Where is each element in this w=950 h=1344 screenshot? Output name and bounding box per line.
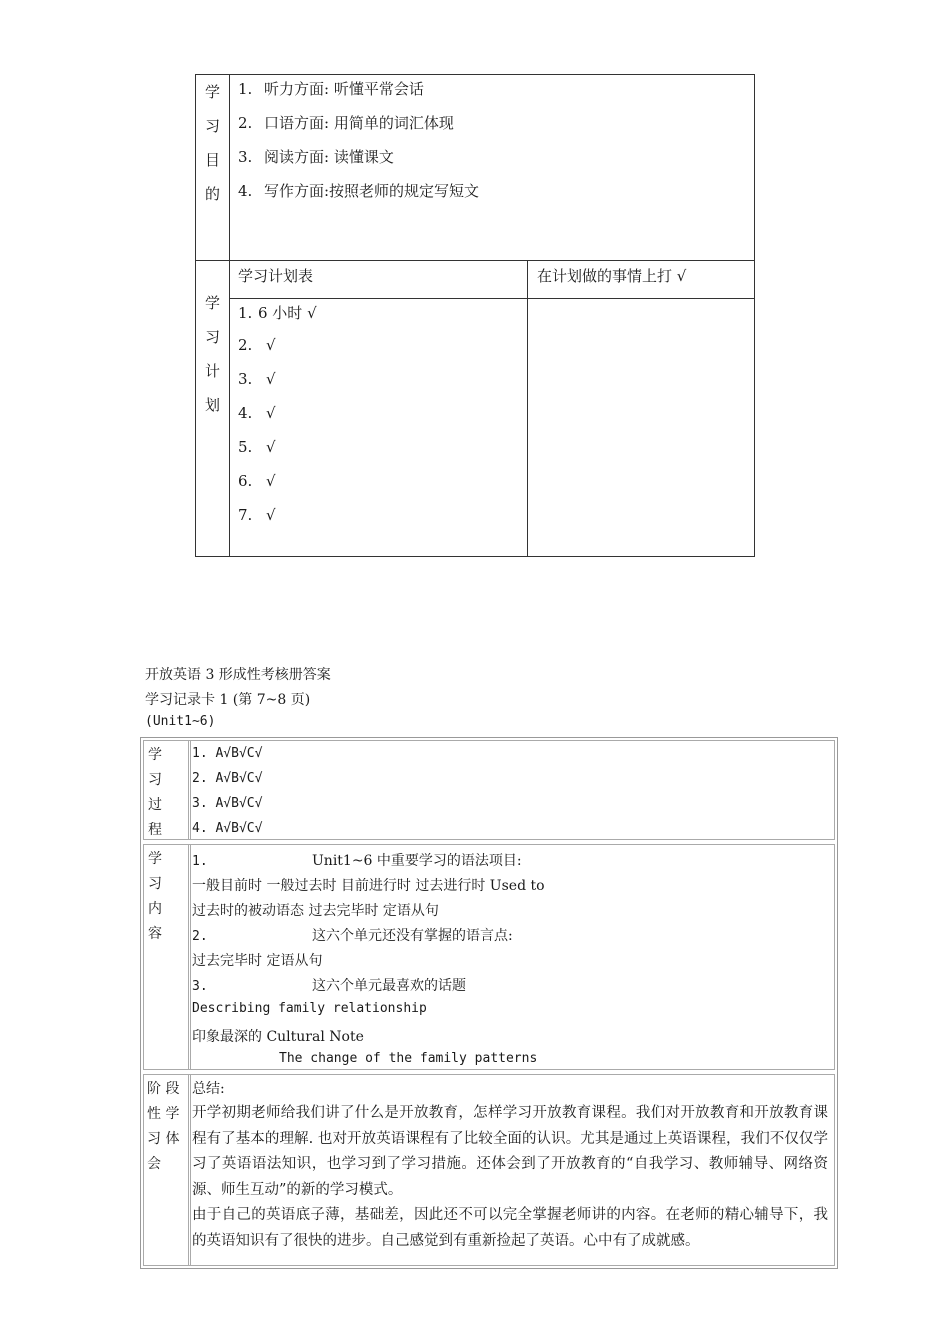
plan-label-char: 习 — [204, 328, 220, 346]
goals-label-char: 目 — [204, 151, 220, 169]
goals-label-char: 的 — [204, 185, 220, 203]
q3-line2: 印象最深的 Cultural Note — [192, 1029, 364, 1045]
summary-label — [144, 1075, 189, 1265]
goal-text: 听力方面: 听懂平常会话 — [264, 80, 424, 98]
summary-label-line: 会 — [147, 1156, 161, 1172]
plan-text: √ — [266, 336, 276, 354]
process-answer: 3. A√B√C√ — [192, 796, 263, 811]
plan-number: 2. — [238, 336, 253, 354]
content-label-char: 容 — [148, 926, 162, 942]
goal-item — [238, 78, 424, 99]
q2-line1: 过去完毕时 定语从句 — [192, 953, 323, 969]
content-label-char: 内 — [148, 901, 162, 917]
summary-paragraph: 开学初期老师给我们讲了什么是开放教育，怎样学习开放教育课程。我们对开放教育和开放教育课程有了基本的理解. 也对开放英语课程有了比较全面的认识。尤其是通过上英语课程，我们不仅仅学习了英语语法知识，也学习到了学习措施。还体会到了开放教育的“自我学习、教师辅导、网络资源、师生互动”的新的学习模式。 — [192, 1105, 828, 1198]
process-label-char: 过 — [148, 797, 162, 813]
q1-text: Unit1~6 中重要学习的语法项目: — [312, 853, 522, 869]
content-row — [143, 844, 835, 1070]
card-title: 学习记录卡 1 (第 7~8 页) — [145, 692, 311, 708]
goals-label-char: 学 — [204, 83, 220, 101]
process-answer: 4. A√B√C√ — [192, 821, 263, 836]
summary-paragraph: 由于自己的英语底子薄，基础差，因此还不可以完全掌握老师讲的内容。在老师的精心辅导下，我的英语知识有了很快的进步。自己感觉到有重新捡起了英语。心中有了成就感。 — [192, 1207, 828, 1249]
doc-title: 开放英语 3 形成性考核册答案 — [145, 667, 331, 683]
process-label-char: 习 — [148, 772, 162, 788]
content-body — [190, 845, 834, 1069]
content-label-char: 习 — [148, 876, 162, 892]
q2-text: 这六个单元还没有掌握的语言点: — [312, 928, 513, 944]
label-column-divider — [229, 75, 230, 556]
plan-header-left: 学习计划表 — [238, 267, 314, 285]
q3-line1: Describing family relationship — [192, 1001, 427, 1016]
study-plan-table — [195, 74, 755, 557]
plan-item — [238, 302, 317, 323]
goal-number: 3. — [238, 148, 253, 166]
label-section-divider — [196, 260, 229, 261]
plan-number: 6. — [238, 472, 253, 490]
plan-text: √ — [266, 472, 276, 490]
plan-column-divider — [527, 260, 528, 556]
goal-number: 2. — [238, 114, 253, 132]
q3-text: 这六个单元最喜欢的话题 — [312, 978, 466, 994]
goal-number: 4. — [238, 182, 253, 200]
q1-number: 1. — [192, 854, 208, 869]
process-label-char: 学 — [148, 747, 162, 763]
plan-label-char: 学 — [204, 294, 220, 312]
plan-label-char: 计 — [204, 362, 220, 380]
goal-text: 口语方面: 用简单的词汇体现 — [264, 114, 454, 132]
plan-number: 5. — [238, 438, 253, 456]
process-row — [143, 740, 835, 840]
process-label-char: 程 — [148, 822, 162, 838]
plan-header-right: 在计划做的事情上打 √ — [537, 267, 687, 285]
goal-text: 阅读方面: 读懂课文 — [264, 148, 394, 166]
goal-item — [238, 180, 479, 201]
summary-label-line: 习 体 — [147, 1131, 180, 1147]
content-q2 — [192, 925, 513, 945]
plan-header-divider — [229, 298, 754, 299]
summary-label-line: 阶 段 — [147, 1081, 180, 1097]
goal-item — [238, 146, 394, 167]
q2-number: 2. — [192, 929, 208, 944]
goal-item — [238, 112, 454, 133]
summary-body — [190, 1075, 834, 1265]
summary-label-line: 性 学 — [147, 1106, 180, 1122]
summary-heading: 总结: — [192, 1081, 225, 1097]
q3-number: 3. — [192, 979, 208, 994]
unit-range: (Unit1~6) — [145, 714, 216, 729]
plan-number: 3. — [238, 370, 253, 388]
plan-text: √ — [266, 370, 276, 388]
content-q1 — [192, 850, 522, 870]
plan-text: √ — [266, 404, 276, 422]
plan-text: √ — [266, 506, 276, 524]
plan-text: 6 小时 √ — [258, 304, 317, 322]
plan-text: √ — [266, 438, 276, 456]
plan-number: 4. — [238, 404, 253, 422]
plan-label-char: 划 — [204, 396, 220, 414]
process-label — [144, 741, 189, 839]
content-q3 — [192, 975, 466, 995]
plan-item — [238, 438, 276, 456]
process-body — [190, 741, 834, 839]
section-divider — [229, 260, 754, 261]
summary-row — [143, 1074, 835, 1266]
plan-item — [238, 506, 276, 524]
process-answer: 2. A√B√C√ — [192, 771, 263, 786]
q3-line3: The change of the family patterns — [279, 1051, 538, 1066]
goal-number: 1. — [238, 80, 253, 98]
plan-item — [238, 370, 276, 388]
goals-label-char: 习 — [204, 117, 220, 135]
content-label-char: 学 — [148, 851, 162, 867]
goal-text: 写作方面:按照老师的规定写短文 — [264, 182, 480, 200]
plan-number: 1. — [238, 304, 253, 322]
record-card-table — [140, 737, 838, 1269]
plan-item — [238, 472, 276, 490]
process-answer: 1. A√B√C√ — [192, 746, 263, 761]
plan-item — [238, 404, 276, 422]
q1-line1: 一般目前时 一般过去时 目前进行时 过去进行时 Used to — [192, 878, 545, 894]
q1-line2: 过去时的被动语态 过去完毕时 定语从句 — [192, 903, 439, 919]
plan-number: 7. — [238, 506, 253, 524]
content-label — [144, 845, 189, 1069]
plan-item — [238, 336, 276, 354]
